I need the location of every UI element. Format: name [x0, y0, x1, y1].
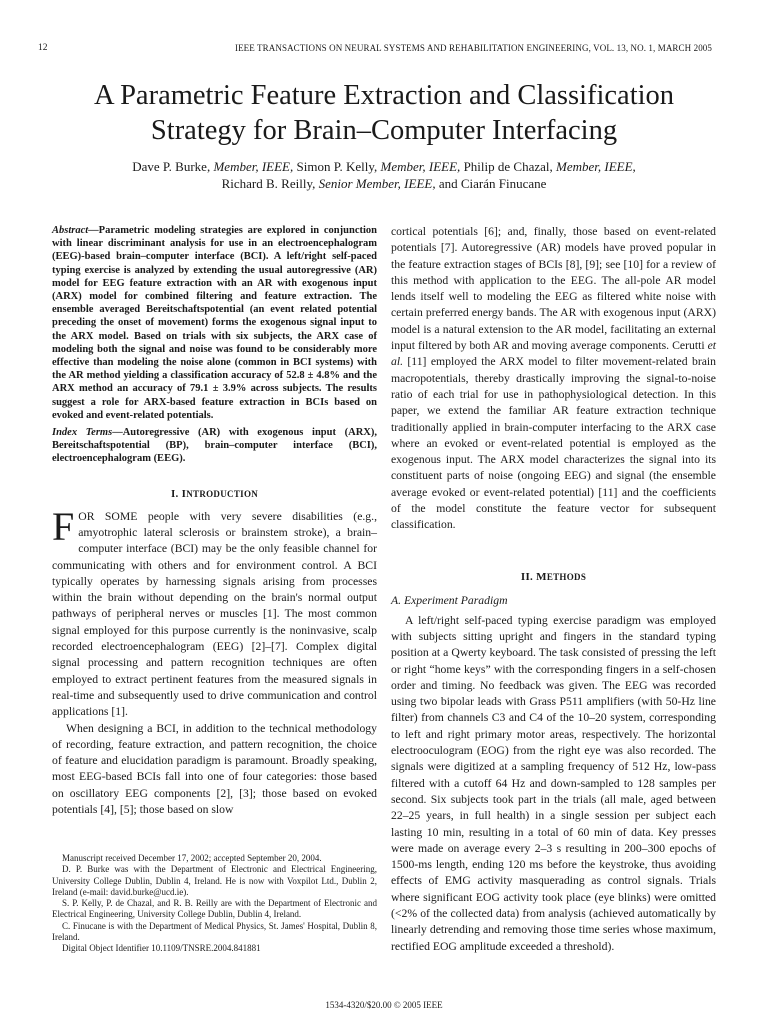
footnotes — [52, 853, 377, 955]
author-membership: Member, IEEE, — [213, 159, 294, 174]
author-name: Dave P. Burke, — [132, 159, 211, 174]
author-line-1 — [40, 158, 728, 175]
author-membership: Member, IEEE, — [380, 159, 461, 174]
author-name: and Ciarán Finucane — [438, 176, 547, 191]
abstract — [52, 224, 377, 422]
left-column — [52, 224, 377, 818]
title-line-1: A Parametric Feature Extraction and Classification — [93, 80, 675, 111]
author-name: Philip de Chazal, — [463, 159, 553, 174]
footnote-affiliation: C. Finucane is with the Department of Medical Physics, St. James' Hospital, Dublin 8, Ireland. — [52, 920, 377, 943]
page-number: 12 — [38, 43, 48, 53]
abstract-text: —Parametric modeling strategies are explored in conjunction with linear discriminant analysis for use in an electroencephalogram (EEG)-based brain–computer interface (BCI). A left/right self-paced typing exercise is analyzed by extending the usual autoregressive (AR) model for EEG feature extraction with an AR with exogenous input (ARX) model for combined filtering and feature extraction. The ensemble averaged Bereitschaftspotential (an event related potential preceding the onset of movement) forms the exogenous signal input to the ARX model. Based on trials with six subjects, the ARX case of modeling both the signal and noise was found to be considerably more effective than modeling the noise alone (common in BCI systems) with the AR method yielding a classification accuracy of 52.8 ± 4.8% and the ARX method an accuracy of 79.1 ± 3.9% across subjects. The results suggest a role for ARX-based feature extraction in BCIs based on evoked and event-related potentials. — [52, 225, 377, 421]
right-column — [391, 224, 716, 955]
intro-paragraph-2: When designing a BCI, in addition to the technical methodology of recording, feature extraction, and pattern recognition, the choice of feature and elucidation paradigm is paramount. Broadly speaking, most EEG-based BCIs fall into one of four categories: those based on oscillatory EEG components [2], [3]; those based on evoked potentials [4], [5]; those based on slow — [52, 721, 377, 816]
footnote-received: Manuscript received December 17, 2002; accepted September 20, 2004. — [62, 853, 322, 863]
et-al: et al. — [391, 339, 716, 369]
author-membership: Member, IEEE, — [556, 159, 636, 174]
title-line-2: Strategy for Brain–Computer Interfacing — [150, 115, 618, 146]
subsection-heading-experiment-paradigm: A. Experiment Paradigm — [391, 593, 508, 607]
running-head: IEEE TRANSACTIONS ON NEURAL SYSTEMS AND REHABILITATION ENGINEERING, VOL. 13, NO. 1, MARCH 2005 — [234, 43, 712, 53]
author-line-2 — [40, 175, 728, 192]
footnote-doi: Digital Object Identifier 10.1109/TNSRE.2004.841881 — [62, 943, 261, 954]
author-name: Simon P. Kelly, — [296, 159, 378, 174]
footnote-affiliation: S. P. Kelly, P. de Chazal, and R. B. Reilly are with the Department of Electronic and Electrical Engineering, University College Dublin, Dublin 4, Ireland. — [52, 898, 377, 920]
section-heading-methods: II. METHODS — [520, 570, 587, 583]
drop-cap: F — [52, 503, 75, 549]
section-heading-introduction: I. INTRODUCTION — [170, 487, 259, 500]
footnote-affiliation: D. P. Burke was with the Department of Electronic and Electrical Engineering, University College Dublin, Dublin 4, Ireland. He is now with Voxpilot Ltd., Dublin 2, Ireland (e-mail: david.burke@ucd.ie). — [52, 864, 377, 897]
methods-paragraph-1: A left/right self-paced typing exercise paradigm was employed with subjects sitting upright and fingers in the standard typing position at a Qwerty keyboard. The task consisted of pressing the left or right “home keys” with the corresponding fingers in a self-chosen order and timing. No feedback was given. The EEG was recorded using two bipolar leads with Grass P511 amplifiers (with 50-Hz line filter) from channels C3 and C4 of the 10–20 system, corresponding to left and right primary motor areas, respectively. The horizontal electrooculogram (EOG) from the right eye was also recorded. The signals were digitized at a sampling frequency of 512 Hz, low-pass filtered with a cutoff 64 Hz and down-sampled to 128 samples per second. Six subjects took part in the trials (all male, aged between 22–25 years, in full health) in a single session per subject each lasting 10 min, resulting in a total of 60 min of data. Key presses were made on average every 2–3 s resulting in 200–300 epochs of 1500-ms length, ending 120 ms before the keystroke, thus avoiding effects of EMG activity masquerading as control signals. Trials where significant EOG activity took place (eye blinks) were omitted (<2% of the collected data) from analysis (achieved automatically by linearly detrending and removing those time series whose maximum, rectified EOG amplitude exceeded a threshold). — [391, 613, 716, 953]
author-name: Richard B. Reilly, — [221, 176, 316, 191]
copyright-footer: 1534-4320/$20.00 © 2005 IEEE — [325, 1000, 443, 1010]
intro-paragraph-1: FOR SOME people with very severe disabilities (e.g., amyotrophic lateral sclerosis or brainstem stroke), a brain–computer interface (BCI) may be the only feasible channel for communicating with others and for environment control. A BCI typically operates by harnessing signals arising from processes within the brain without depending on the brain's normal output pathways of peripheral nerves or muscles [1]. The most common signal employed for this purpose currently is the noninvasive, scalp recorded electroencephalogram (EEG) [2]–[7]. Complex digital signal processing and pattern recognition techniques are often employed to extract pertinent features from the measured signals in real-time and subsequently used to drive communication and control applications [1]. — [52, 503, 377, 719]
index-terms — [52, 426, 377, 466]
index-terms-text: —Autoregressive (AR) with exogenous input (ARX), Bereitschaftspotential (BP), brain–computer interface (BCI), electroencephalogram (EEG). — [52, 427, 377, 465]
index-terms-lead: Index Terms — [52, 427, 113, 439]
paper-title — [20, 78, 748, 148]
abstract-lead: Abstract — [52, 225, 89, 236]
intro-paragraph-2-continued: cortical potentials [6]; and, finally, those based on event-related potentials [7]. Autoregressive (AR) models have proved popular in the feature extraction stages of BCIs [8], [9]; see [10] for a review of this method with application to the EEG. The all-pole AR model lends itself well to modeling the EEG as filtered white noise with certain preferred energy bands. The AR with exogenous input (ARX) model is a natural extension to the AR model, facilitating an external input filtered by both AR and moving average components. Cerutti et al. [11] employed the ARX model to filter movement-related brain macropotentials, thereby drastically improving the signal-to-noise ratio of each trial for use in pathophysiological detection. In this paper, we extend the familiar AR feature extraction technique traditionally applied in brain-computer interfacing to the ARX case where an evoked or event-related potential is employed as the exogenous input. The ARX model characterizes the signal into its constituent parts of noise (ongoing EEG) and signal (the ensemble average evoked or event-related potential) [11] and the coefficients of the model constitute the feature vector for subsequent classification. — [391, 225, 716, 532]
author-list — [40, 158, 728, 192]
author-membership: Senior Member, IEEE, — [318, 176, 436, 191]
